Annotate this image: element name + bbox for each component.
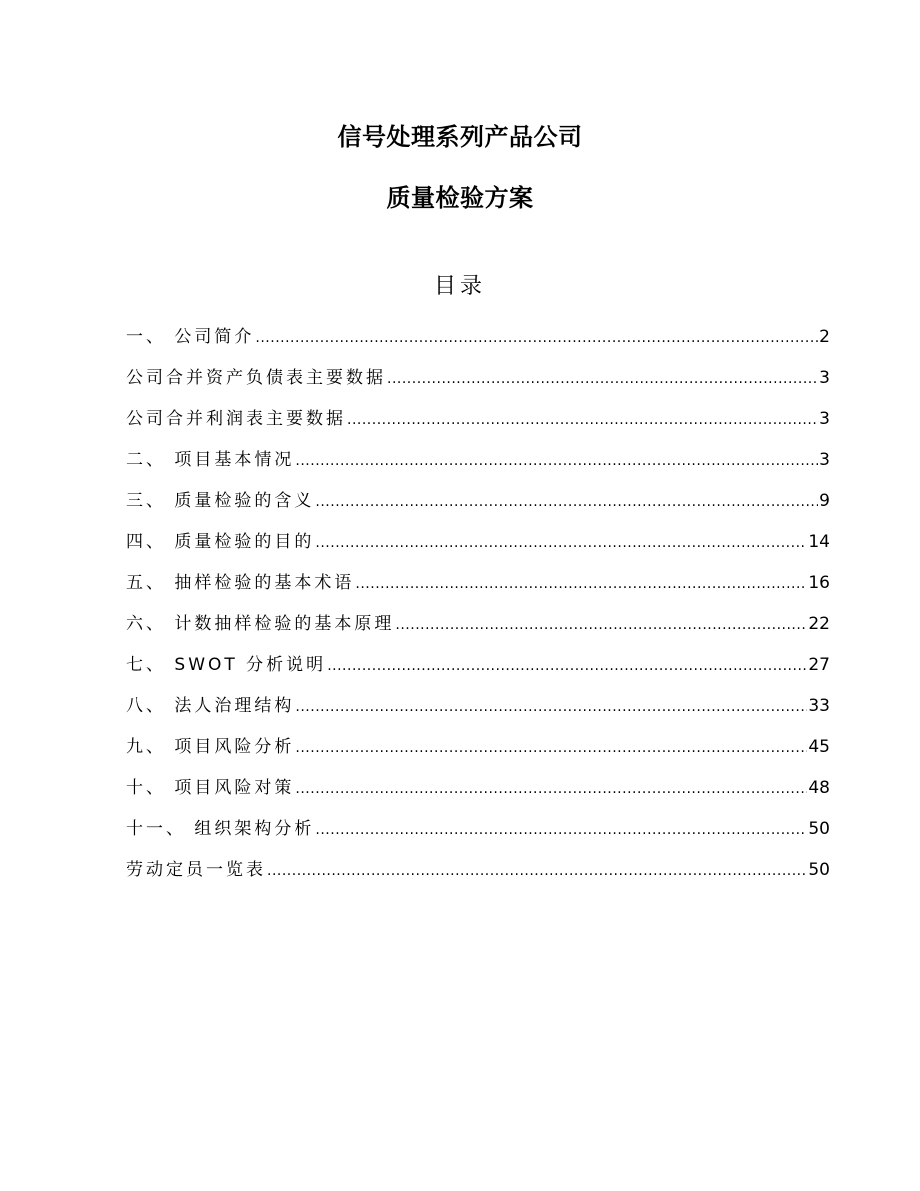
toc-page-number: 27 [808,655,830,675]
toc-leader-dots [255,323,818,353]
toc-page-number: 50 [808,819,830,839]
toc-leader-dots [315,487,818,517]
toc-leader-dots [295,446,818,476]
toc-leader-dots [295,774,807,804]
toc-leader-dots [267,856,807,886]
toc-entry-label: 公司合并利润表主要数据 [126,409,346,429]
toc-page-number: 16 [808,573,830,593]
toc-entry-sampling-principles[interactable] [126,609,830,650]
toc-entry-label: 四、 质量检验的目的 [126,532,315,552]
toc-heading: 目录 [433,274,486,299]
toc-page-number: 3 [819,409,830,429]
toc-entry-company-intro[interactable] [126,322,830,363]
toc-entry-label: 九、 项目风险分析 [126,737,295,757]
toc-entry-label: 一、 公司简介 [126,327,255,347]
toc-leader-dots [315,528,807,558]
document-subtitle: 质量检验方案 [386,184,534,212]
toc-entry-risk-analysis[interactable] [126,732,830,773]
toc-entry-governance[interactable] [126,691,830,732]
toc-page-number: 2 [819,327,830,347]
table-of-contents [126,322,830,896]
toc-page-number: 3 [819,368,830,388]
toc-entry-label: 二、 项目基本情况 [126,450,295,470]
toc-entry-label: 十、 项目风险对策 [126,778,295,798]
toc-entry-label: 公司合并资产负债表主要数据 [126,368,386,388]
toc-leader-dots [355,569,807,599]
toc-entry-label: 三、 质量检验的含义 [126,491,315,511]
toc-entry-risk-countermeasures[interactable] [126,773,830,814]
toc-entry-label: 劳动定员一览表 [126,860,266,880]
toc-leader-dots [395,610,807,640]
toc-page-number: 9 [819,491,830,511]
toc-page-number: 33 [808,696,830,716]
toc-page-number: 48 [808,778,830,798]
toc-leader-dots [295,692,807,722]
toc-entry-label: 十一、 组织架构分析 [126,819,315,839]
toc-entry-label: 八、 法人治理结构 [126,696,295,716]
toc-entry-label: 五、 抽样检验的基本术语 [126,573,355,593]
toc-entry-project-basics[interactable] [126,445,830,486]
toc-entry-swot[interactable] [126,650,830,691]
toc-leader-dots [387,364,818,394]
document-title: 信号处理系列产品公司 [337,123,583,151]
toc-leader-dots [295,733,807,763]
toc-entry-label: 六、 计数抽样检验的基本原理 [126,614,395,634]
toc-entry-balance-sheet[interactable] [126,363,830,404]
toc-entry-inspection-purpose[interactable] [126,527,830,568]
toc-page-number: 50 [808,860,830,880]
toc-page-number: 22 [808,614,830,634]
toc-page-number: 45 [808,737,830,757]
toc-entry-income-statement[interactable] [126,404,830,445]
toc-entry-label: 七、 SWOT 分析说明 [126,655,327,675]
toc-page-number: 3 [819,450,830,470]
toc-entry-sampling-terms[interactable] [126,568,830,609]
toc-entry-org-structure[interactable] [126,814,830,855]
toc-entry-staffing-table[interactable] [126,855,830,896]
toc-entry-inspection-meaning[interactable] [126,486,830,527]
toc-leader-dots [347,405,818,435]
toc-leader-dots [315,815,807,845]
toc-leader-dots [327,651,807,681]
toc-page-number: 14 [808,532,830,552]
